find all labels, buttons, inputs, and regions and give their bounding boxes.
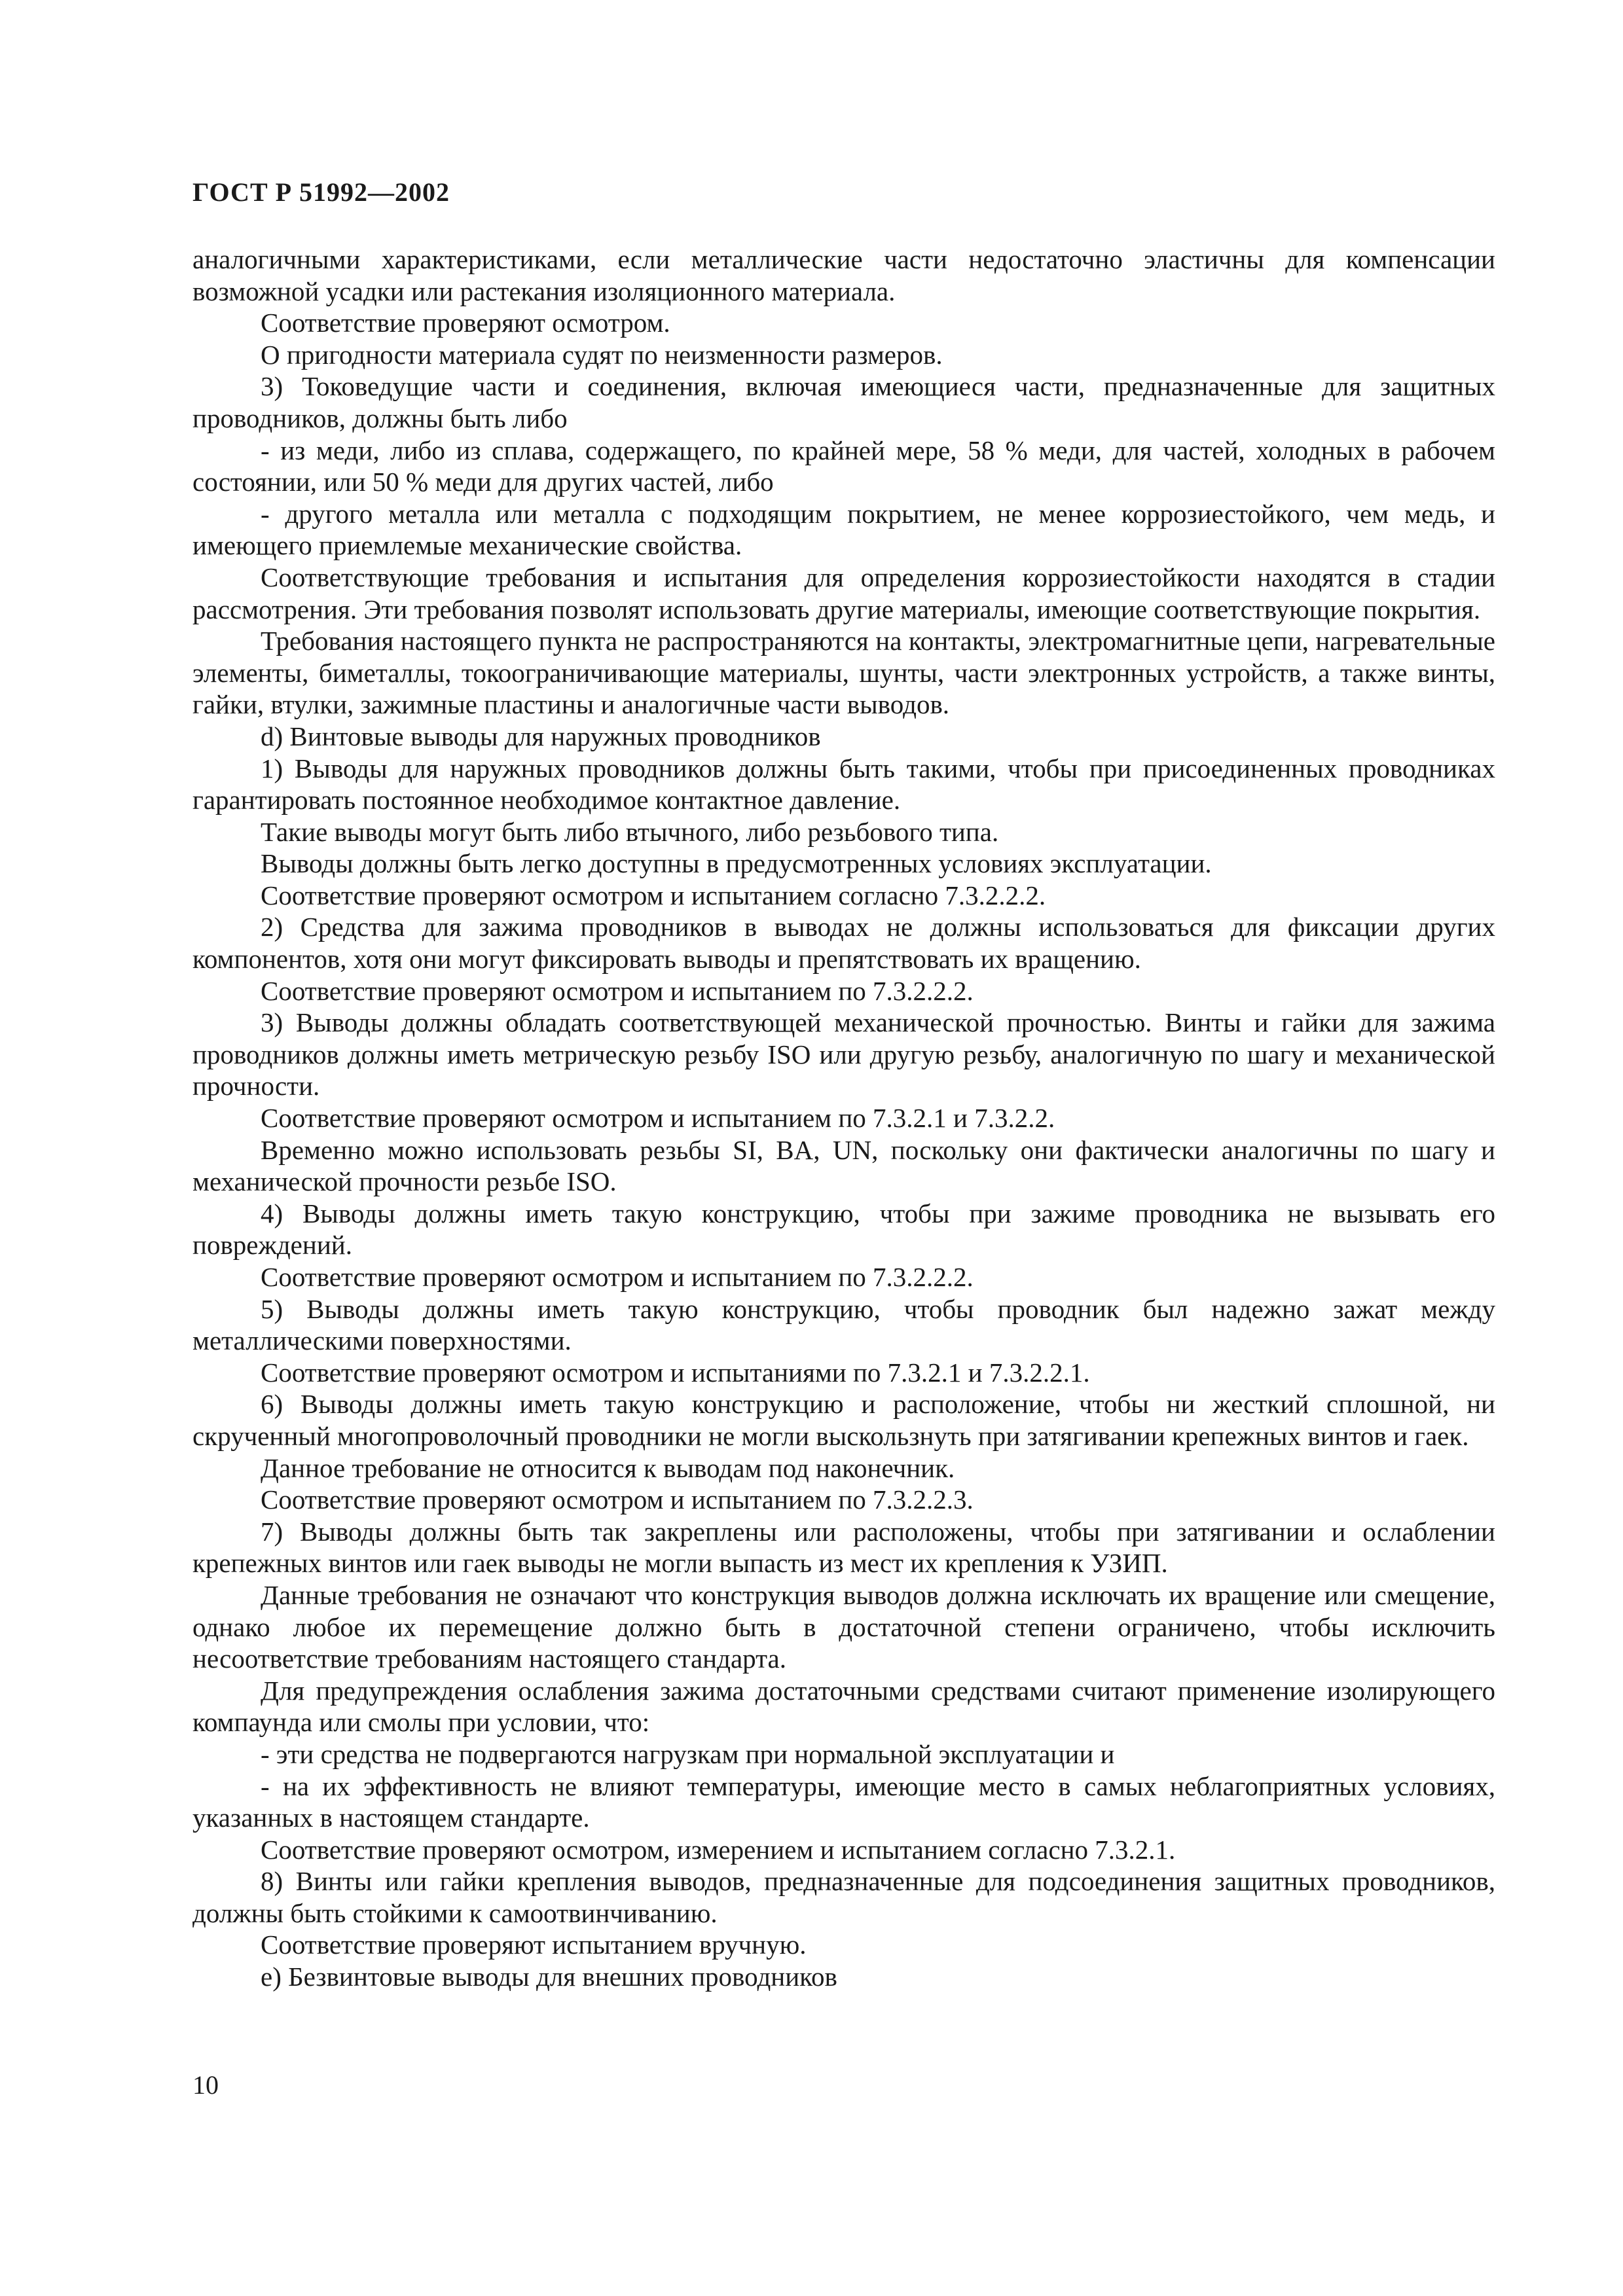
body-paragraph: Данное требование не относится к выводам под наконечник. (261, 1452, 955, 1483)
body-paragraph: Такие выводы могут быть либо втычного, либо резьбового типа. (261, 816, 999, 847)
body-paragraph: - из меди, либо из сплава, содержащего, по крайней мере, 58 % меди, для частей, холодных в рабочем состоянии, или 50 % меди для других частей, либо (192, 435, 1495, 497)
body-paragraph: О пригодности материала судят по неизменности размеров. (261, 339, 943, 370)
body-paragraph: - на их эффективность не влияют температуры, имеющие место в самых неблагоприятных условиях, указанных в настоящем стандарте. (192, 1770, 1495, 1833)
body-paragraph: Соответствие проверяют осмотром и испытаниями по 7.3.2.1 и 7.3.2.2.1. (261, 1357, 1090, 1388)
body-paragraph: Соответствие проверяют осмотром и испытанием по 7.3.2.2.2. (261, 975, 974, 1006)
body-paragraph: - другого металла или металла с подходящим покрытием, не менее коррозиестойкого, чем медь, и имеющего приемлемые механические свойства. (192, 498, 1495, 561)
body-paragraph: 4) Выводы должны иметь такую конструкцию, чтобы при зажиме проводника не вызывать его повреждений. (192, 1198, 1495, 1261)
body-paragraph: d) Винтовые выводы для наружных проводников (261, 721, 821, 751)
body-paragraph: Соответствие проверяют осмотром и испытанием по 7.3.2.2.3. (261, 1484, 974, 1515)
body-paragraph: Соответствие проверяют испытанием вручную. (261, 1929, 807, 1960)
body-paragraph: Требования настоящего пункта не распространяются на контакты, электромагнитные цепи, нагревательные элементы, биметаллы, токоограничивающие материалы, шунты, части электронных устройств, а также винты, гайки, втулки, зажимные пластины и аналогичные части выводов. (192, 626, 1495, 720)
body-paragraph: Для предупреждения ослабления зажима достаточными средствами считают применение изолирующего компаунда или смолы при условии, что: (192, 1675, 1495, 1738)
body-paragraph: Выводы должны быть легко доступны в предусмотренных условиях эксплуатации. (261, 848, 1212, 879)
body-paragraph: - эти средства не подвергаются нагрузкам при нормальной эксплуатации и (261, 1738, 1115, 1769)
body-paragraph: 3) Выводы должны обладать соответствующей механической прочностью. Винты и гайки для зажима проводников должны иметь метрическую резьбу ISO или другую резьбу, аналогичную по шагу и механической прочности. (192, 1007, 1495, 1102)
body-paragraph: Соответствие проверяют осмотром. (261, 308, 670, 338)
body-paragraph: Временно можно использовать резьбы SI, BA, UN, поскольку они фактически аналогичны по шагу и механической прочности резьбе ISO. (192, 1134, 1495, 1197)
body-paragraph: 5) Выводы должны иметь такую конструкцию, чтобы проводник был надежно зажат между металлическими поверхностями. (192, 1293, 1495, 1356)
body-paragraph: е) Безвинтовые выводы для внешних проводников (261, 1962, 837, 1992)
body-paragraph: Соответствующие требования и испытания для определения коррозиестойкости находятся в стадии рассмотрения. Эти требования позволят использовать другие материалы, имеющие соответствующие покрытия. (192, 562, 1495, 624)
body-paragraph: Данные требования не означают что конструкция выводов должна исключать их вращение или смещение, однако любое их перемещение должно быть в достаточной степени ограничено, чтобы исключить несоответствие требованиям настоящего стандарта. (192, 1579, 1495, 1674)
body-paragraph: 1) Выводы для наружных проводников должны быть такими, чтобы при присоединенных проводниках гарантировать постоянное необходимое контактное давление. (192, 753, 1495, 816)
body-paragraph: Соответствие проверяют осмотром, измерением и испытанием согласно 7.3.2.1. (261, 1834, 1176, 1865)
document-body (192, 243, 1495, 1993)
body-paragraph: Соответствие проверяют осмотром и испытанием по 7.3.2.1 и 7.3.2.2. (261, 1103, 1055, 1134)
body-paragraph: Соответствие проверяют осмотром и испытанием по 7.3.2.2.2. (261, 1262, 974, 1292)
page-number: 10 (192, 2070, 219, 2100)
body-paragraph: 8) Винты или гайки крепления выводов, предназначенные для подсоединения защитных проводников, должны быть стойкими к самоотвинчиванию. (192, 1866, 1495, 1928)
body-paragraph: 2) Средства для зажима проводников в выводах не должны использоваться для фиксации других компонентов, хотя они могут фиксировать выводы и препятствовать их вращению. (192, 912, 1495, 975)
body-paragraph: 3) Токоведущие части и соединения, включая имеющиеся части, предназначенные для защитных проводников, должны быть либо (192, 371, 1495, 433)
body-paragraph: 6) Выводы должны иметь такую конструкцию и расположение, чтобы ни жесткий сплошной, ни скрученный многопроволочный проводники не могли выскользнуть при затягивании крепежных винтов и гаек. (192, 1389, 1495, 1451)
document-code-header: ГОСТ Р 51992—2002 (192, 177, 450, 207)
body-paragraph: 7) Выводы должны быть так закреплены или расположены, чтобы при затягивании и ослаблении крепежных винтов или гаек выводы не могли выпасть из мест их крепления к УЗИП. (192, 1516, 1495, 1579)
body-paragraph: аналогичными характеристиками, если металлические части недостаточно эластичны для компенсации возможной усадки или растекания изоляционного материала. (192, 244, 1495, 306)
body-paragraph: Соответствие проверяют осмотром и испытанием согласно 7.3.2.2.2. (261, 880, 1046, 910)
